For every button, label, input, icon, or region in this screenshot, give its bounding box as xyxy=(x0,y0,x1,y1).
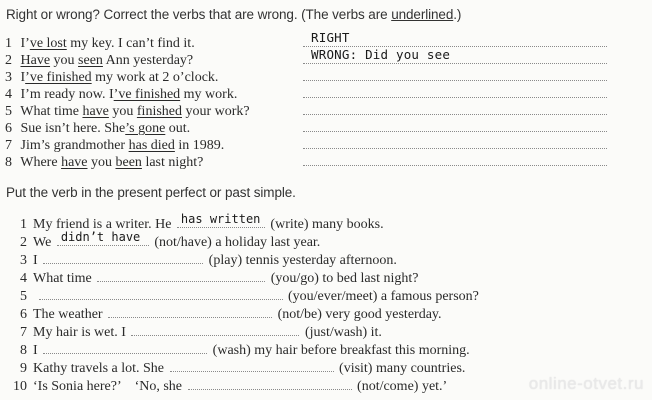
sentence-part: I xyxy=(20,70,26,85)
sentence-part: you xyxy=(50,53,79,68)
answer-line-8[interactable] xyxy=(303,150,607,166)
sentence-part: my work at 2 o’clock. xyxy=(91,70,219,85)
underlined-verb: ’s gone xyxy=(125,121,166,136)
sentence-part: The weather xyxy=(33,307,103,322)
sentence-part: (not/be) very good yesterday. xyxy=(277,307,442,322)
underlined-verb: ’ve finished xyxy=(25,70,92,85)
ex1-item xyxy=(5,138,224,154)
underlined-verb: seen xyxy=(78,53,103,68)
ex1-item xyxy=(5,104,250,120)
sentence-part: (not/come) yet.’ xyxy=(357,379,448,394)
sentence-part: Ann yesterday? xyxy=(102,53,194,68)
ex1-item xyxy=(5,155,203,171)
answer-blank-6[interactable] xyxy=(108,305,272,318)
ex2-item xyxy=(5,305,442,323)
item-number: 7 xyxy=(5,138,12,153)
sentence-part: my work. xyxy=(180,87,238,102)
answer-blank-3[interactable] xyxy=(43,251,203,264)
underlined-verb: ’ve finished xyxy=(113,87,181,102)
ex2-item xyxy=(5,359,465,377)
sentence-part: My hair is wet. I xyxy=(33,325,126,340)
sentence-part: (not/have) a holiday last year. xyxy=(154,235,321,250)
answer-blank-2[interactable] xyxy=(57,230,149,246)
item-number: 3 xyxy=(20,253,27,268)
underlined-verb: has died xyxy=(128,138,175,153)
sentence-part: (you/go) to bed last night? xyxy=(270,271,419,286)
item-number: 5 xyxy=(20,289,27,304)
item-number: 3 xyxy=(5,70,12,85)
sentence-part: Jim’s grandmother xyxy=(20,138,129,153)
item-number: 4 xyxy=(20,271,27,286)
answer-blank-8[interactable] xyxy=(43,341,207,354)
sentence-part: (visit) many countries. xyxy=(339,361,466,376)
sentence-part: Where xyxy=(20,155,62,170)
answer-line-5[interactable] xyxy=(303,99,607,115)
item-number: 2 xyxy=(5,53,12,68)
handwritten-answer: RIGHT xyxy=(311,30,350,45)
instruction-underlined: underlined xyxy=(391,7,454,22)
item-number: 5 xyxy=(5,104,12,119)
answer-blank-9[interactable] xyxy=(170,359,334,372)
item-number: 1 xyxy=(5,36,12,51)
sentence-part: I xyxy=(33,253,38,268)
underlined-verb: Have xyxy=(20,53,51,68)
ex2-item xyxy=(5,341,470,359)
sentence-part: ‘Is Sonia here?’ ‘No, she xyxy=(33,379,183,394)
ex1-item xyxy=(5,53,193,69)
sentence-part: (you/ever/meet) a famous person? xyxy=(288,289,479,304)
sentence-part: (play) tennis yesterday afternoon. xyxy=(208,253,397,268)
exercise1-instruction xyxy=(6,7,461,22)
answer-blank-5[interactable] xyxy=(39,287,283,300)
answer-blank-1[interactable] xyxy=(177,212,265,228)
sentence-part: Sue isn’t here. She xyxy=(20,121,126,136)
sentence-part: We xyxy=(33,235,52,250)
answer-blank-4[interactable] xyxy=(97,269,265,282)
handwritten-answer: has written xyxy=(180,212,261,226)
ex1-item xyxy=(5,87,237,103)
ex2-item xyxy=(5,269,418,287)
sentence-part: you xyxy=(108,104,137,119)
item-number: 8 xyxy=(20,343,27,358)
sentence-part: (wash) my hair before breakfast this morning. xyxy=(212,343,470,358)
answer-blank-7[interactable] xyxy=(131,323,299,336)
ex1-item xyxy=(5,70,218,86)
instruction-end: .) xyxy=(453,7,462,22)
ex1-item xyxy=(5,121,190,137)
sentence-part: my key. I can’t find it. xyxy=(66,36,195,51)
sentence-part: (write) many books. xyxy=(270,217,384,232)
sentence-part: What time xyxy=(20,104,83,119)
answer-line-7[interactable] xyxy=(303,133,607,149)
sentence-part: in 1989. xyxy=(174,138,225,153)
answer-line-3[interactable] xyxy=(303,65,607,81)
sentence-part: last night? xyxy=(141,155,204,170)
sentence-part: your work? xyxy=(182,104,250,119)
sentence-part: (just/wash) it. xyxy=(304,325,382,340)
sentence-part: I xyxy=(33,343,38,358)
item-number: 9 xyxy=(20,361,27,376)
item-number: 8 xyxy=(5,155,12,170)
answer-blank-10[interactable] xyxy=(188,377,352,390)
answer-line-6[interactable] xyxy=(303,116,607,132)
underlined-verb: have xyxy=(61,155,88,170)
item-number: 4 xyxy=(5,87,12,102)
ex2-item xyxy=(5,377,447,395)
ex2-item xyxy=(5,287,479,305)
underlined-verb: have xyxy=(82,104,109,119)
answer-line-1[interactable] xyxy=(303,31,607,47)
exercise2-instruction: Put the verb in the present perfect or past simple. xyxy=(6,185,296,200)
item-number: 6 xyxy=(20,307,27,322)
sentence-part: What time xyxy=(33,271,92,286)
item-number: 1 xyxy=(20,217,27,232)
item-number: 10 xyxy=(13,379,27,394)
underlined-verb: been xyxy=(115,155,142,170)
sentence-part: I’ xyxy=(20,36,30,51)
sentence-part: I’m ready now. I xyxy=(20,87,114,102)
instruction-text: Right or wrong? Correct the verbs that are wrong. (The verbs are xyxy=(6,7,392,22)
item-number: 7 xyxy=(20,325,27,340)
ex1-item xyxy=(5,36,195,52)
sentence-part: you xyxy=(87,155,116,170)
handwritten-answer: didn’t have xyxy=(60,230,141,244)
sentence-part: out. xyxy=(165,121,191,136)
answer-line-2[interactable] xyxy=(303,48,607,64)
answer-line-4[interactable] xyxy=(303,82,607,98)
sentence-part: Kathy travels a lot. She xyxy=(33,361,165,376)
site-watermark: online-otvet.ru xyxy=(528,374,644,393)
item-number: 6 xyxy=(5,121,12,136)
item-number: 2 xyxy=(20,235,27,250)
sentence-part: My friend is a writer. He xyxy=(33,217,172,232)
handwritten-answer: WRONG: Did you see xyxy=(311,47,451,62)
underlined-verb: finished xyxy=(136,104,182,119)
ex2-item xyxy=(5,230,321,251)
ex2-item xyxy=(5,323,382,341)
underlined-verb: ve lost xyxy=(29,36,67,51)
ex2-item xyxy=(5,251,397,269)
